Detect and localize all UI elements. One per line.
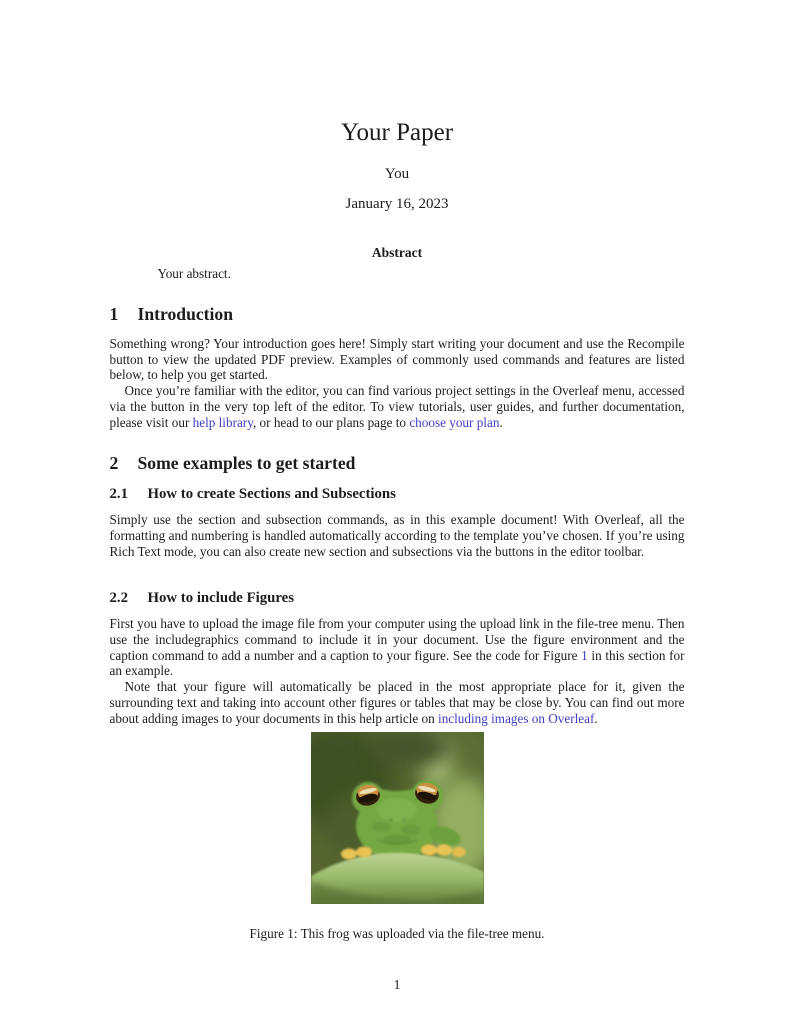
subsection-title: How to create Sections and Subsections [147,486,396,503]
paragraph-text: , or head to our plans page to [252,414,410,430]
subsection-number: 2.1 [109,486,128,503]
abstract-text: Your abstract. [157,266,231,281]
paragraph-text: Something wrong? Your introduction goes here! Simply start writing your document and use the Recompile button to view the updated PDF preview. Examples of commonly used commands and features are listed below, to help you get started. [109,336,685,383]
paragraph [110,679,685,726]
paragraph [110,336,685,383]
paragraph-text: in this section for an example. [109,647,685,679]
paragraph-text: . [594,710,598,726]
subsection-heading-sections [110,486,685,503]
frog-photo [311,732,484,904]
subsection-number: 2.2 [109,590,128,607]
figure-caption: Figure 1: This frog was uploaded via the file-tree menu. [249,926,545,942]
paragraph-text: Simply use the section and subsection commands, as in this example document! With Overleaf, all the formatting and numbering is handled automatically according to the template you’ve chosen. If you’re using Rich Text mode, you can also create new section and subsections via the buttons in the editor toolbar. [109,512,685,559]
paper-author: You [384,166,410,182]
section-heading-introduction [110,304,685,324]
page-number: 1 [393,977,401,992]
paragraph [110,383,685,430]
including-images-link[interactable]: including images on Overleaf [438,710,595,726]
paragraph [110,616,685,679]
figure-1-ref-link[interactable]: 1 [581,647,588,663]
paragraph-text: Note that your figure will automatically be placed in the most appropriate place for it, given the surrounding text and taking into account other figures or tables that may be close by. You can find out more about adding images to your documents in this help article on [109,679,685,726]
abstract-heading: Abstract [371,245,423,260]
choose-your-plan-link[interactable]: choose your plan [409,414,500,430]
section-number: 1 [109,304,119,324]
section-title: Introduction [137,304,233,324]
paragraph-text: Once you’re familiar with the editor, you can find various project settings in the Overleaf menu, accessed via the button in the very top left of the editor. To view tutorials, user guides, and further documentation, please visit our [109,383,685,430]
paragraph-text: First you have to upload the image file from your computer using the upload link in the file-tree menu. Then use the includegraphics command to include it in your document. Use the figure environment and the caption command to add a number and a caption to your figure. See the code for Figure [109,616,685,663]
section-heading-examples [110,453,685,473]
subsection-title: How to include Figures [147,590,294,607]
paper-date: January 16, 2023 [345,196,449,212]
subsection-heading-figures [110,590,685,607]
section-number: 2 [109,453,119,474]
paragraph [110,512,685,559]
paragraph-text: . [499,414,503,430]
paper-title: Your Paper [340,119,454,146]
figure-1 [110,732,685,909]
title-block [0,0,794,213]
help-library-link[interactable]: help library [192,414,253,430]
page-content [110,245,685,942]
section-title: Some examples to get started [137,453,356,474]
